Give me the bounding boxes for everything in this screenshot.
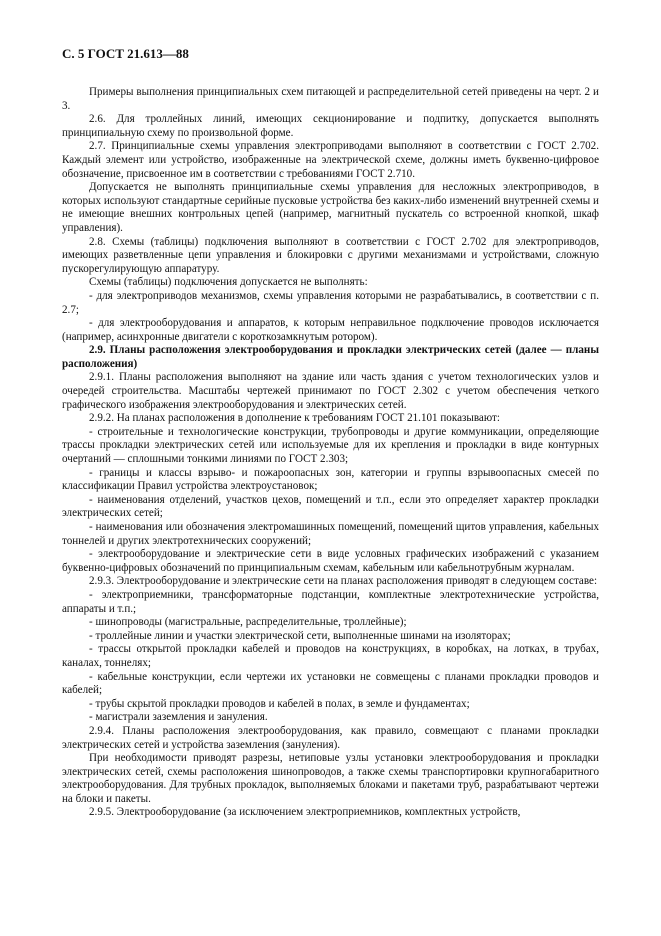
paragraph: 2.6. Для троллейных линий, имеющих секционирование и подпитку, допускается выполнять принципиальную схему по произвольной форме. — [62, 113, 599, 139]
paragraph: 2.8. Схемы (таблицы) подключения выполняют в соответствии с ГОСТ 2.702 для электроприводов, имеющих разветвленные цепи управления и блокировки с другими механизмами и устройствами, сложную пускорегулирующую аппаратуру. — [62, 235, 599, 275]
paragraph: 2.9.3. Электрооборудование и электрические сети на планах расположения приводят в следующем составе: — [89, 575, 598, 588]
paragraph: 2.9.1. Планы расположения выполняют на здание или часть здания с учетом технологических узлов и очередей строительства. Масштабы чертежей принимают по ГОСТ 2.302 с учетом обеспечения четкого графического изображения электрооборудования и электрических сетей. — [62, 371, 599, 411]
paragraph: - шинопроводы (магистральные, распределительные, троллейные); — [89, 616, 407, 629]
paragraph: - троллейные линии и участки электрической сети, выполненные шинами на изоляторах; — [89, 629, 511, 642]
paragraph: 2.9.2. На планах расположения в дополнение к требованиям ГОСТ 21.101 показывают: — [89, 412, 500, 425]
page-header: С. 5 ГОСТ 21.613—88 — [62, 46, 189, 61]
paragraph: 2.9.4. Планы расположения электрооборудования, как правило, совмещают с планами прокладки электрических сетей и устройства заземления (зануления). — [62, 724, 599, 751]
paragraph: - для электроприводов механизмов, схемы управления которыми не разрабатывались, в соответствии с п. 2.7; — [62, 289, 599, 316]
paragraph: - строительные и технологические конструкции, трубопроводы и другие коммуникации, определяющие трассы прокладки электрических сетей или используемые для их крепления и прокладки в виде контурных очертаний — сплошными тонкими линиями по ГОСТ 2.303; — [62, 425, 599, 466]
paragraph: Схемы (таблицы) подключения допускается не выполнять: — [89, 276, 368, 289]
paragraph: Примеры выполнения принципиальных схем питающей и распределительной сетей приведены на черт. 2 и 3. — [62, 86, 599, 112]
paragraph: - наименования отделений, участков цехов, помещений и т.п., если это определяет характер прокладки электрических сетей; — [62, 493, 599, 520]
paragraph: - для электрооборудования и аппаратов, к которым неправильное подключение проводов исключается (например, асинхронные двигатели с короткозамкнутым ротором). — [62, 317, 599, 343]
paragraph: - трассы открытой прокладки кабелей и проводов на конструкциях, в коробках, на лотках, в трубах, каналах, тоннелях; — [62, 643, 599, 669]
paragraph: 2.7. Принципиальные схемы управления электроприводами выполняют в соответствии с ГОСТ 2.702. Каждый элемент или устройство, изображенные на электрической схеме, должны иметь буквенно-цифровое обозначение, присвоенное им в соответствии с требованиями ГОСТ 2.710. — [62, 140, 599, 180]
document-body — [62, 86, 599, 820]
paragraph: - границы и классы взрыво- и пожароопасных зон, категории и группы взрывоопасных смесей по классификации Правил устройства электроустановок; — [62, 466, 599, 493]
section-heading: 2.9. Планы расположения электрооборудования и прокладки электрических сетей (далее — планы расположения) — [62, 344, 599, 370]
paragraph: - трубы скрытой прокладки проводов и кабелей в полах, в земле и фундаментах; — [89, 697, 470, 710]
paragraph: При необходимости приводят разрезы, нетиповые узлы установки электрооборудования и прокладки электрических сетей, схемы расположения шинопроводов, а также схемы транспортировки крупногабаритного электрооборудования. Для трубных прокладок, выполняемых блоками и пакетами труб, разрабатывают чертежи на блоки и пакеты. — [62, 752, 599, 805]
paragraph: - кабельные конструкции, если чертежи их установки не совмещены с планами прокладки проводов и кабелей; — [62, 670, 599, 697]
paragraph: 2.9.5. Электрооборудование (за исключением электроприемников, комплектных устройств, — [89, 806, 521, 819]
paragraph: - магистрали заземления и зануления. — [89, 711, 268, 724]
paragraph: - наименования или обозначения электромашинных помещений, помещений щитов управления, кабельных тоннелей и других электротехнических сооружений; — [62, 521, 599, 547]
paragraph: - электроприемники, трансформаторные подстанции, комплектные электротехнические устройства, аппараты и т.п.; — [62, 588, 599, 615]
paragraph: - электрооборудование и электрические сети в виде условных графических изображений с указанием буквенно-цифровых обозначений по принципиальным схемам, кабельным или кабельнотрубным журналам. — [62, 548, 599, 574]
paragraph: Допускается не выполнять принципиальные схемы управления для несложных электроприводов, в которых используют стандартные серийные пусковые устройства без каких-либо изменений внутренней схемы и не имеющие внешних контрольных цепей (например, магнитный пускатель со встроенной кнопкой, шкаф управления). — [62, 181, 599, 234]
